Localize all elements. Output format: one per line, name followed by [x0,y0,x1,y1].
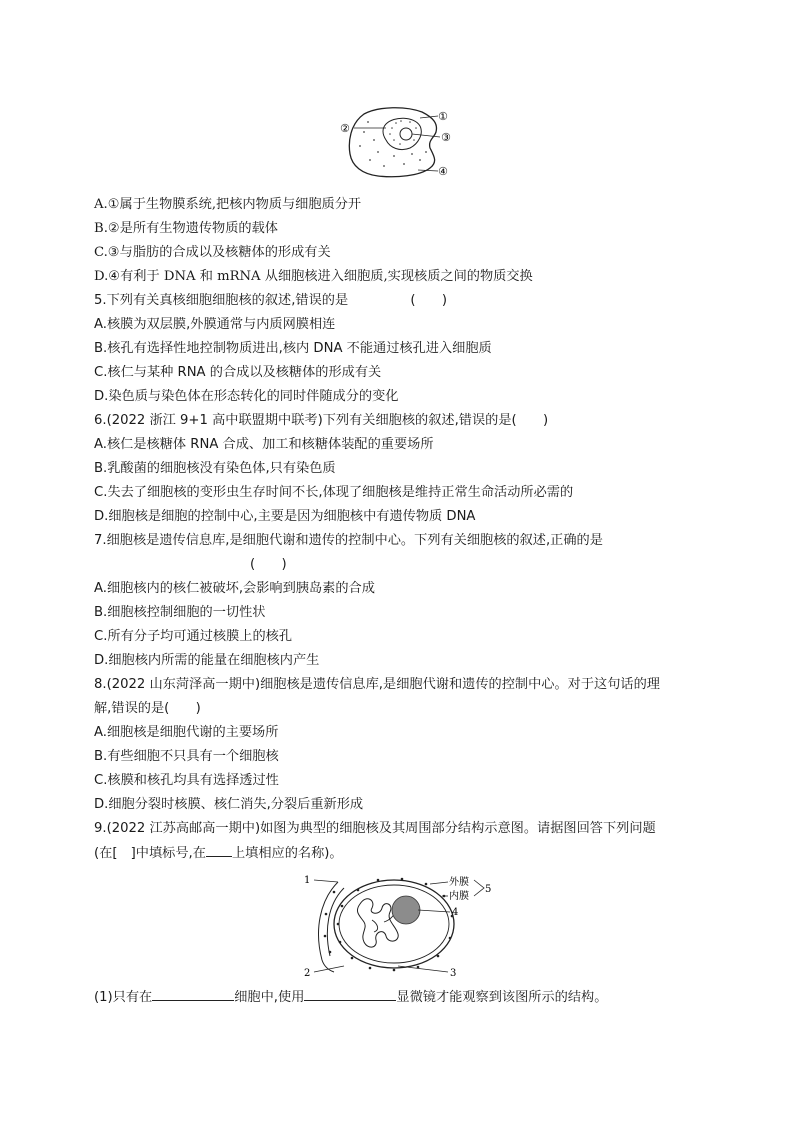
q9-sub1 [94,988,607,1007]
q5-option-a: A.核膜为双层膜,外膜通常与内质网膜相连 [94,317,336,332]
q7-option-a: A.细胞核内的核仁被破坏,会影响到胰岛素的合成 [94,581,375,596]
q9-sub1-blank-1[interactable] [152,988,234,1001]
figure1-label-2: ② [340,122,350,135]
nucleus-outer-membrane [334,880,454,968]
bracket-5 [474,880,484,896]
q5-stem-text: 5.下列有关真核细胞细胞核的叙述,错误的是 [94,293,349,308]
nucleus-outline [383,118,421,149]
q8-stem-line1: 8.(2022 山东菏泽高一期中)细胞核是遗传信息库,是细胞代谢和遗传的控制中心。对于这句话的理 [94,677,660,692]
nucleus-inner-membrane [339,885,449,963]
q8-option-a: A.细胞核是细胞代谢的主要场所 [94,725,279,740]
q6-option-a: A.核仁是核糖体 RNA 合成、加工和核糖体装配的重要场所 [94,437,434,452]
figure2-label-inner: 内膜 [449,891,469,902]
q7-stem: 7.细胞核是遗传信息库,是细胞代谢和遗传的控制中心。下列有关细胞核的叙述,正确的是 [94,533,603,548]
q7-option-c: C.所有分子均可通过核膜上的核孔 [94,629,293,644]
q6-option-c: C.失去了细胞核的变形虫生存时间不长,体现了细胞核是维持正常生命活动所必需的 [94,485,574,500]
q8-option-d: D.细胞分裂时核膜、核仁消失,分裂后重新形成 [94,797,364,812]
q9-sub1-blank-2[interactable] [304,988,396,1001]
q9-stem-line1: 9.(2022 江苏高邮高一期中)如图为典型的细胞核及其周围部分结构示意图。请据图回答下列问题 [94,821,656,836]
figure2-label-4: 4 [452,907,459,918]
q4-option-b: B.②是所有生物遗传物质的载体 [94,221,278,236]
chromatin-dots [359,120,427,167]
cell-nucleus-figure [334,104,464,180]
q9-stem-line2-b: 上填相应的名称)。 [231,846,343,861]
figure2-label-3: 3 [450,968,457,979]
chromatin [357,899,398,947]
q9-sub1-a: (1)只有在 [94,990,153,1005]
q7-answer-paren: ( ) [250,557,287,572]
figure2-label-outer: 外膜 [449,877,469,888]
q4-option-c: C.③与脂肪的合成以及核糖体的形成有关 [94,245,331,260]
figure1-label-1: ① [438,110,448,123]
q4-option-d: D.④有利于 DNA 和 mRNA 从细胞核进入细胞质,实现核质之间的物质交换 [94,269,533,284]
q9-sub1-b: 细胞中,使用 [234,990,305,1005]
q9-stem-blank[interactable] [206,844,232,857]
cell-outline [349,108,436,177]
figure2-label-1: 1 [304,875,311,886]
q9-stem-line2-a: (在[ ]中填标号,在 [94,846,206,861]
q5-option-c: C.核仁与某种 RNA 的合成以及核糖体的形成有关 [94,365,382,380]
q8-stem-line2: 解,错误的是( ) [94,701,201,716]
er-membrane-1 [319,882,338,972]
q5-answer-paren: ( ) [410,293,448,308]
nucleolus [400,128,412,140]
q7-option-d: D.细胞核内所需的能量在细胞核内产生 [94,653,320,668]
q9-sub1-c: 显微镜才能观察到该图所示的结构。 [396,990,608,1005]
figure1-label-3: ③ [441,131,451,144]
q5-option-d: D.染色质与染色体在形态转化的同时伴随成分的变化 [94,389,399,404]
q4-option-a: A.①属于生物膜系统,把核内物质与细胞质分开 [94,197,362,212]
q5-option-b: B.核孔有选择性地控制物质进出,核内 DNA 不能通过核孔进入细胞质 [94,341,492,356]
figure2-label-2: 2 [304,968,311,979]
q9-stem-line2 [94,844,343,863]
nucleus-structure-figure [298,870,498,980]
nucleolus [392,896,420,924]
q5-stem [94,292,447,310]
q8-option-b: B.有些细胞不只具有一个细胞核 [94,749,279,764]
q6-stem: 6.(2022 浙江 9+1 高中联盟期中联考)下列有关细胞核的叙述,错误的是( ) [94,413,549,428]
q7-option-b: B.细胞核控制细胞的一切性状 [94,605,266,620]
q6-option-d: D.细胞核是细胞的控制中心,主要是因为细胞核中有遗传物质 DNA [94,509,476,524]
figure1-label-4: ④ [438,165,448,178]
q8-option-c: C.核膜和核孔均具有选择透过性 [94,773,279,788]
q6-option-b: B.乳酸菌的细胞核没有染色体,只有染色质 [94,461,336,476]
figure2-label-5: 5 [485,884,492,895]
